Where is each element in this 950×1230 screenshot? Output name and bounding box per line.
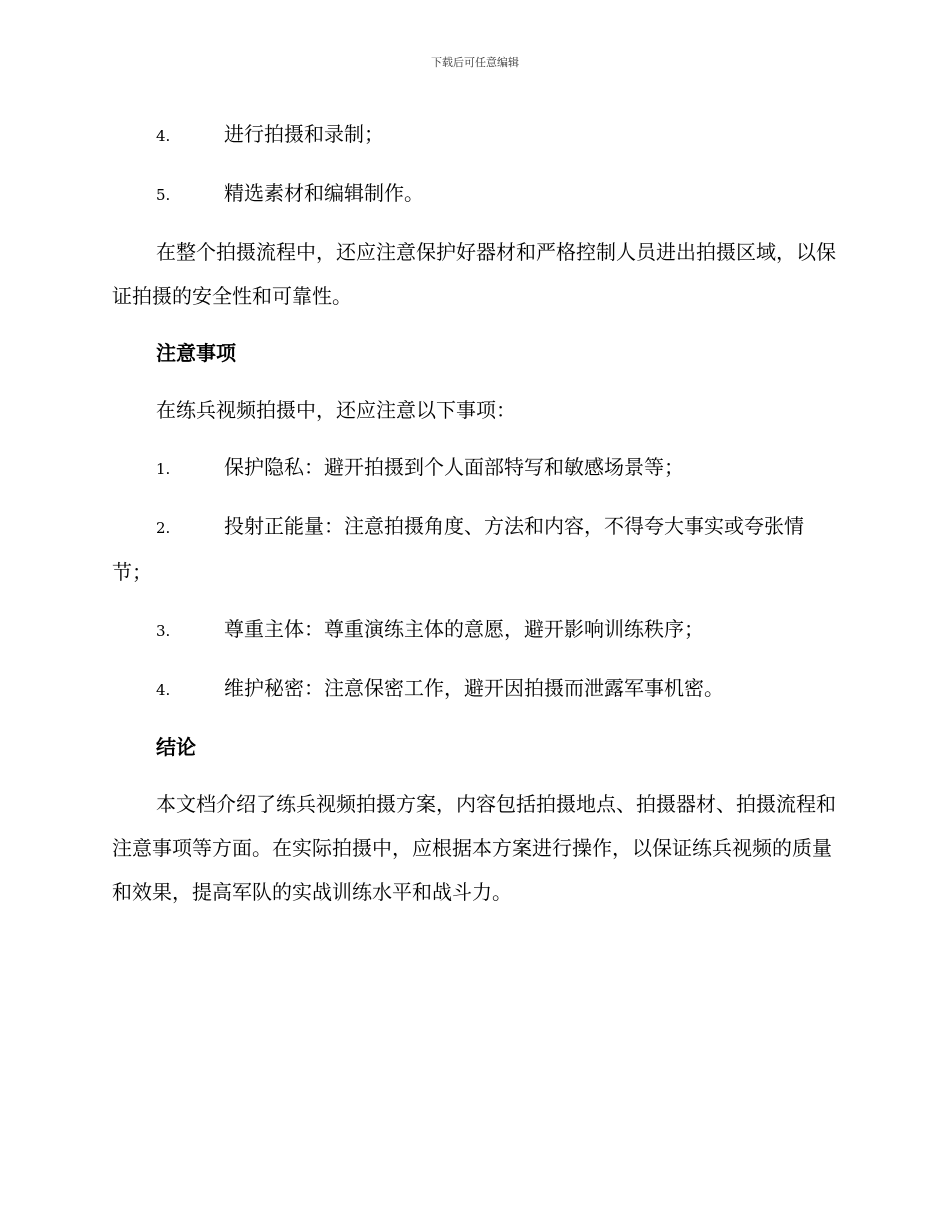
section-heading-conclusion: 结论 [156,735,196,759]
list-number: 4. [156,127,171,145]
list-text: 精选素材和编辑制作。 [224,181,424,205]
list-text: 维护秘密：注意保密工作，避开因拍摄而泄露军事机密。 [224,676,724,700]
list-item [112,445,836,491]
list-text: 进行拍摄和录制； [224,122,384,146]
list-text: 尊重主体：尊重演练主体的意愿，避开影响训练秩序； [224,617,704,641]
section-heading-notes: 注意事项 [156,341,236,365]
list-number: 5. [156,186,171,204]
list-item [112,112,836,158]
list-text: 投射正能量：注意拍摄角度、方法和内容，不得夸大事实或夸张情节； [112,514,804,584]
document-content [112,112,836,927]
header-note: 下载后可任意编辑 [431,56,519,69]
list-number: 4. [156,681,171,699]
list-item [112,666,836,712]
list-text: 保护隐私：避开拍摄到个人面部特写和敏感场景等； [224,455,684,479]
list-number: 3. [156,622,171,640]
list-number: 1. [156,460,171,478]
notes-intro: 在练兵视频拍摄中，还应注意以下事项： [156,398,516,422]
list-item [112,607,836,653]
list-item [112,171,836,217]
process-paragraph: 在整个拍摄流程中，还应注意保护好器材和严格控制人员进出拍摄区域，以保证拍摄的安全性和可靠性。 [112,240,836,308]
list-number: 2. [156,519,171,537]
list-item [112,504,836,594]
conclusion-paragraph: 本文档介绍了练兵视频拍摄方案，内容包括拍摄地点、拍摄器材、拍摄流程和注意事项等方面。在实际拍摄中，应根据本方案进行操作，以保证练兵视频的质量和效果，提高军队的实战训练水平和战斗力。 [112,792,836,904]
